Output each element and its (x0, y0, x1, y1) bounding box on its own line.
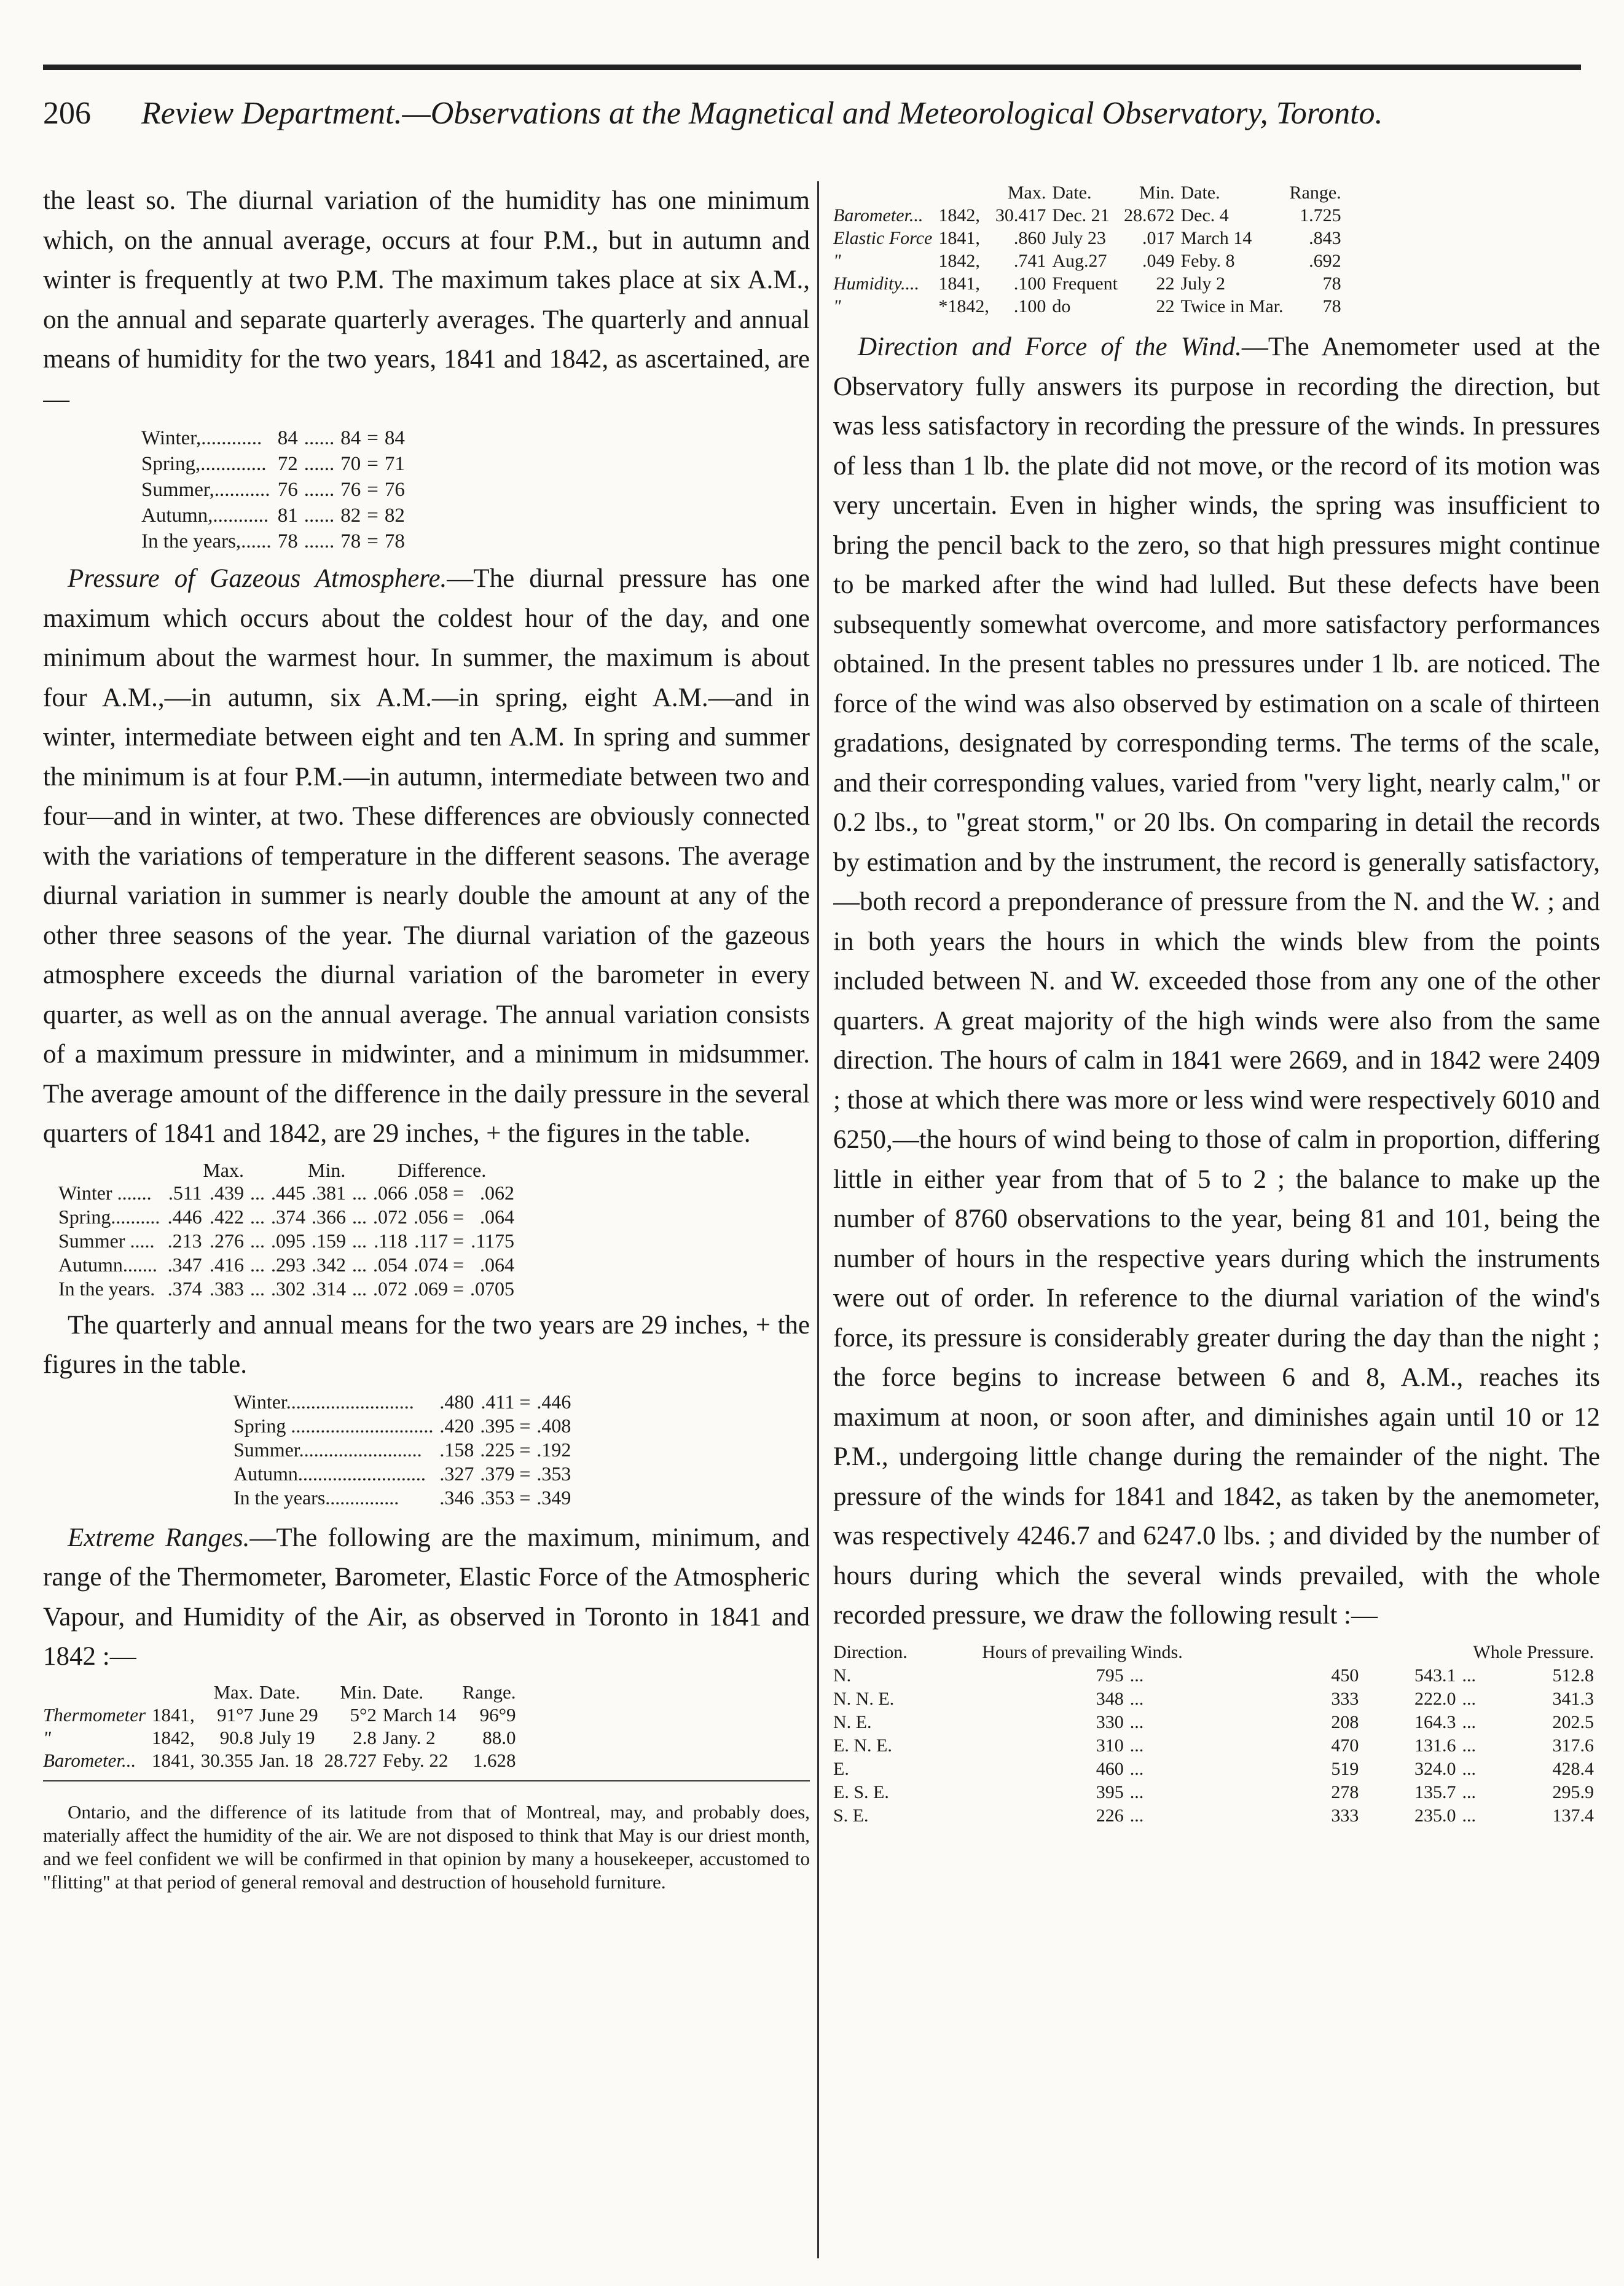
leader: ... (250, 1181, 265, 1204)
instrument-label: Barometer... (833, 205, 924, 226)
difference-mean: .062 (480, 1181, 515, 1204)
footnote: Ontario, and the difference of its latitude from that of Montreal, may, and probably does, materially affect the humidity of the air. We are not disposed to think that May is our driest month, and we feel confident we will be confirmed in that opinion by many a housekeeper, accustomed to "flitting" at that period of general removal and destruction of household furniture. (43, 1801, 810, 1893)
leader: ... (1129, 1665, 1144, 1686)
min-1841: .095 (271, 1229, 305, 1252)
range-row (833, 272, 1347, 295)
min-date: Feby. 22 (382, 1749, 449, 1771)
leader: ... (352, 1181, 367, 1204)
max-value: .100 (1013, 273, 1046, 294)
range-row (43, 1703, 522, 1726)
leader: ... (1129, 1711, 1144, 1732)
leader: ... (1462, 1665, 1476, 1686)
difference-mean: .064 (480, 1205, 515, 1228)
range-value: 1.628 (473, 1749, 516, 1771)
diff-row (58, 1205, 520, 1229)
ranges-right-header-date1: Date. (1052, 183, 1092, 203)
value-1842: .395 = (480, 1414, 531, 1437)
leader: ... (1129, 1805, 1144, 1826)
max-value: 90.8 (219, 1726, 254, 1748)
leader: ... (1129, 1735, 1144, 1756)
ranges-header-range: Range. (462, 1681, 516, 1703)
difference-mean: .064 (480, 1253, 515, 1276)
min-value: .049 (1142, 251, 1175, 271)
pressure-1842: 512.8 (1552, 1665, 1594, 1686)
min-1841: .445 (271, 1181, 305, 1204)
instrument-label: Barometer... (43, 1749, 136, 1771)
season-label: Autumn....... (58, 1253, 157, 1276)
season-label: Summer......................... (233, 1438, 422, 1461)
ranges-right-header-date2: Date. (1180, 183, 1220, 203)
leader: ... (1462, 1688, 1476, 1709)
year: 1842, (938, 205, 980, 226)
year: 1841, (152, 1703, 195, 1726)
leader: ... (250, 1229, 265, 1252)
value-1841: 76 (277, 479, 298, 501)
wind-row (833, 1758, 1600, 1781)
difference-1842: .058 = (414, 1181, 465, 1204)
pressure-1841: 164.3 (1414, 1711, 1456, 1732)
value-1841: .158 (439, 1438, 474, 1461)
pressure-1841: 135.7 (1414, 1781, 1456, 1802)
ranges-header-min: Min. (340, 1681, 377, 1703)
top-rule (43, 65, 1581, 70)
range-value: 1.725 (1300, 205, 1341, 226)
min-1842: .159 (312, 1229, 346, 1252)
pressure-heading: Pressure of Gazeous Atmosphere. (68, 564, 447, 593)
max-date: June 29 (259, 1703, 318, 1726)
leader: ...... (304, 530, 335, 552)
max-1841: .446 (167, 1205, 202, 1228)
value-1841: 81 (277, 505, 298, 527)
value-1842: .411 = (481, 1390, 531, 1413)
pressure-1842: 317.6 (1552, 1735, 1594, 1756)
diff-header-max: Max. (203, 1158, 244, 1181)
footnote-rule (43, 1780, 810, 1781)
range-value: 78 (1322, 273, 1341, 294)
column-divider (817, 181, 819, 2258)
pressure-means-paragraph: The quarterly and annual means for the two years are 29 inches, + the figures in the table. (43, 1310, 810, 1379)
value-mean: .446 (536, 1390, 571, 1413)
equals-sign: = (367, 479, 379, 501)
range-row (43, 1726, 522, 1749)
pressure-1842: 341.3 (1552, 1688, 1594, 1709)
value-1842: 70 (340, 453, 361, 475)
leader: ... (1462, 1781, 1476, 1802)
hours-1842: 333 (1331, 1688, 1359, 1709)
min-date: Dec. 4 (1180, 205, 1229, 226)
hours-1841: 460 (1096, 1758, 1124, 1779)
pressure-means-row (233, 1390, 577, 1414)
year: 1841, (938, 228, 980, 248)
min-date: March 14 (382, 1703, 457, 1726)
pressure-means-table (233, 1390, 577, 1510)
diff-row (58, 1277, 520, 1301)
value-1841: 72 (277, 453, 298, 475)
value-mean: 78 (384, 530, 405, 552)
humidity-means-table (141, 425, 411, 554)
instrument-label: " (833, 251, 841, 271)
value-1842: .353 = (480, 1486, 531, 1509)
year: 1841, (938, 273, 980, 294)
value-mean: .192 (536, 1438, 571, 1461)
season-label: Autumn,........... (141, 505, 269, 527)
season-label: Spring,............. (141, 453, 267, 475)
instrument-label: Elastic Force (833, 228, 933, 248)
value-mean: 82 (384, 505, 405, 527)
wind-header-pressure: Whole Pressure. (1473, 1641, 1594, 1662)
difference-mean: .1175 (471, 1229, 515, 1252)
leader: ... (250, 1205, 265, 1228)
value-mean: 76 (384, 479, 405, 501)
difference-1841: .072 (373, 1205, 407, 1228)
diff-row (58, 1181, 520, 1205)
wind-direction: N. (833, 1665, 852, 1686)
max-1842: .416 (210, 1253, 244, 1276)
leader: ... (1129, 1758, 1144, 1779)
value-1842: .379 = (480, 1462, 531, 1485)
difference-1841: .066 (373, 1181, 407, 1204)
hours-1842: 208 (1331, 1711, 1359, 1732)
equals-sign: = (367, 453, 379, 475)
extreme-ranges-table (43, 1681, 522, 1772)
range-row (833, 204, 1347, 227)
difference-1842: .069 = (414, 1277, 465, 1300)
season-label: In the years............... (233, 1486, 399, 1509)
max-1841: .347 (167, 1253, 202, 1276)
wind-header-hours: Hours of prevailing Winds. (982, 1641, 1183, 1662)
max-date: Dec. 21 (1052, 205, 1110, 226)
wind-direction: S. E. (833, 1805, 869, 1826)
difference-1842: .056 = (414, 1205, 465, 1228)
leader: ... (250, 1253, 265, 1276)
leader: ... (1462, 1758, 1476, 1779)
difference-1842: .117 = (414, 1229, 465, 1252)
range-value: 96°9 (479, 1703, 516, 1726)
equals-sign: = (367, 530, 379, 552)
value-mean: .349 (536, 1486, 571, 1509)
leader: ...... (304, 453, 335, 475)
value-1841: .346 (439, 1486, 474, 1509)
wind-row (833, 1664, 1600, 1687)
ranges-right-header-max: Max. (1007, 183, 1046, 203)
pressure-1841: 324.0 (1414, 1758, 1456, 1779)
season-label: Spring ............................. (233, 1414, 434, 1437)
min-date: March 14 (1180, 228, 1252, 248)
hours-1841: 330 (1096, 1711, 1124, 1732)
leader: ... (250, 1277, 265, 1300)
diff-row (58, 1229, 520, 1253)
year: 1842, (938, 251, 980, 271)
value-1841: 84 (277, 427, 298, 449)
season-label: In the years. (58, 1277, 155, 1300)
max-date: Jan. 18 (259, 1749, 313, 1771)
max-1841: .374 (167, 1277, 202, 1300)
min-date: Feby. 8 (1180, 251, 1235, 271)
hours-1841: 795 (1096, 1665, 1124, 1686)
pressure-difference-table (58, 1159, 520, 1301)
value-1841: .480 (439, 1390, 474, 1413)
pressure-means-row (233, 1486, 577, 1510)
leader: ... (352, 1205, 367, 1228)
ranges-right-header-min: Min. (1139, 183, 1175, 203)
min-1842: .381 (312, 1181, 346, 1204)
value-1842: 76 (340, 479, 361, 501)
min-1841: .374 (271, 1205, 305, 1228)
range-value: 78 (1322, 296, 1341, 316)
ranges-paragraph (43, 1518, 810, 1677)
wind-direction: N. E. (833, 1711, 872, 1732)
leader: ... (352, 1253, 367, 1276)
year: *1842, (938, 296, 989, 316)
humidity-row (141, 503, 411, 528)
page-number: 206 (43, 96, 91, 131)
pressure-1841: 543.1 (1414, 1665, 1456, 1686)
max-date: Frequent (1052, 273, 1118, 294)
season-label: In the years,...... (141, 530, 272, 552)
max-1842: .383 (210, 1277, 244, 1300)
wind-header-direction: Direction. (833, 1641, 908, 1662)
pressure-1841: 222.0 (1414, 1688, 1456, 1709)
range-row (43, 1749, 522, 1772)
hours-1841: 310 (1096, 1735, 1124, 1756)
equals-sign: = (367, 427, 379, 449)
value-mean: 71 (384, 453, 405, 475)
season-label: Winter,............ (141, 427, 262, 449)
value-mean: .353 (536, 1462, 571, 1485)
pressure-means-row (233, 1414, 577, 1438)
leader: ... (1129, 1688, 1144, 1709)
min-1842: .366 (312, 1205, 346, 1228)
hours-1841: 395 (1096, 1781, 1124, 1802)
leader: ... (1462, 1711, 1476, 1732)
max-value: 30.355 (200, 1749, 254, 1771)
year: 1841, (152, 1749, 195, 1771)
season-label: Winter.......................... (233, 1390, 414, 1413)
difference-1841: .054 (373, 1253, 407, 1276)
min-value: 22 (1156, 273, 1175, 294)
hours-1842: 470 (1331, 1735, 1359, 1756)
min-value: 28.727 (324, 1749, 377, 1771)
max-date: Aug.27 (1052, 251, 1107, 271)
wind-row (833, 1734, 1600, 1758)
max-value: .741 (1013, 251, 1046, 271)
value-1841: .327 (439, 1462, 474, 1485)
leader: ...... (304, 505, 335, 527)
value-1842: 82 (340, 505, 361, 527)
ranges-text: —The following are the maximum, minimum, and range of the Thermometer, Barometer, Elastic Force of the Atmospheric Vapour, and Humidity of the Air, as observed in Toronto in 1841 and 1842 :— (43, 1523, 810, 1671)
min-value: .017 (1142, 228, 1175, 248)
instrument-label: Thermometer (43, 1703, 146, 1726)
season-label: Spring.......... (58, 1205, 160, 1228)
wind-row (833, 1711, 1600, 1734)
season-label: Winter ....... (58, 1181, 152, 1204)
wind-text: —The Anemometer used at the Observatory fully answers its purpose in recording the direction, but was less satisfactory in recording the pressure of the winds. In pressures of less than 1 lb. the plate did not move, or the record of its motion was very uncertain. Even in higher winds, the spring was insufficient to bring the pencil back to the zero, so that high pressures might continue to be marked after the wind had lulled. But these defects have been subsequently somewhat overcome, and more satisfactory performances obtained. In the present tables no pressures under 1 lb. are noticed. The force of the wind was also observed by estimation on a scale of thirteen gradations, designated by corresponding terms. The terms of the scale, and their corresponding values, varied from "very light, nearly calm," or 0.2 lbs., to "great storm," or 20 lbs. On comparing in detail the records by estimation and by the instrument, the record is generally satisfactory,—both record a preponderance of pressure from the N. and the W. ; and in both years the hours in which the winds blew from the points included between N. and W. exceeded those from any one of the other quarters. A great majority of the high winds were also from the same direction. The hours of calm in 1841 were 2669, and in 1842 were 2409 ; those at which there was more or less wind were respectively 6010 and 6250,—the hours of wind being to those of calm in proportion, differing little in either year from that of 5 to 2 ; the balance to make up the number of 8760 observations to the year, being 81 and 101, being the number of hours in the respective years during which the instruments were out of order. In reference to the diurnal variation of the wind's force, its pressure is considerably greater during the day than the night ; the force begins to increase between 6 and 8, A.M., reaches its maximum at noon, or soon after, and diminishes again until 10 or 12 P.M., undergoing little change during the remainder of the night. The pressure of the winds for 1841 and 1842, as taken by the anemometer, was respectively 4246.7 and 6247.0 lbs. ; and divided by the number of hours during which the several winds prevailed, with the whole recorded pressure, we draw the following result :— (833, 332, 1600, 1630)
pressure-1841: 235.0 (1414, 1805, 1456, 1826)
leader: ...... (304, 479, 335, 501)
right-column (833, 181, 1600, 2268)
pressure-1841: 131.6 (1414, 1735, 1456, 1756)
pressure-1842: 202.5 (1552, 1711, 1594, 1732)
max-1841: .511 (168, 1181, 202, 1204)
season-label: Summer ..... (58, 1229, 155, 1252)
ranges-right-header-range: Range. (1289, 183, 1341, 203)
leader: ... (352, 1277, 367, 1300)
hours-1842: 519 (1331, 1758, 1359, 1779)
page-header (43, 92, 1581, 135)
difference-mean: .0705 (470, 1277, 515, 1300)
pressure-paragraph (43, 559, 810, 1154)
leader: ... (1462, 1735, 1476, 1756)
max-value: 91°7 (217, 1703, 254, 1726)
hours-1842: 450 (1331, 1665, 1359, 1686)
diff-header-difference: Difference. (398, 1158, 487, 1181)
left-column (43, 181, 810, 2268)
difference-1842: .074 = (414, 1253, 465, 1276)
hours-1842: 278 (1331, 1781, 1359, 1802)
wind-row (833, 1804, 1600, 1828)
max-date: do (1052, 296, 1071, 316)
max-1842: .276 (210, 1229, 244, 1252)
min-date: Jany. 2 (382, 1726, 436, 1748)
humidity-row (141, 425, 411, 451)
leader: ... (352, 1229, 367, 1252)
season-label: Autumn.......................... (233, 1462, 426, 1485)
value-mean: .408 (536, 1414, 571, 1437)
pressure-text: —The diurnal pressure has one maximum which occurs about the coldest hour of the day, and one minimum about the warmest hour. In summer, the maximum is about four A.M.,—in autumn, six A.M.—in spring, eight A.M.—and in winter, intermediate between eight and ten A.M. In spring and summer the minimum is at four P.M.—in autumn, intermediate between two and four—and in winter, at two. These differences are obviously connected with the variations of temperature in the different seasons. The average diurnal variation in summer is nearly double the amount at any of the other three seasons of the year. The diurnal variation of the gazeous atmosphere exceeds the diurnal variation of the barometer in every quarter, as well as on the annual average. The annual variation consists of a maximum pressure in midwinter, and a minimum in midsummer. The average amount of the difference in the daily pressure in the several quarters of 1841 and 1842, are 29 inches, + the figures in the table. (43, 564, 810, 1148)
max-1842: .422 (210, 1205, 244, 1228)
range-row (833, 227, 1347, 249)
diff-row (58, 1253, 520, 1277)
hours-1842: 333 (1331, 1805, 1359, 1826)
range-value: .843 (1309, 228, 1341, 248)
wind-row (833, 1781, 1600, 1804)
range-value: 88.0 (482, 1726, 516, 1748)
min-date: July 2 (1180, 273, 1225, 294)
max-1842: .439 (210, 1181, 244, 1204)
diff-header-min: Min. (308, 1158, 346, 1181)
value-mean: 84 (384, 427, 405, 449)
humidity-paragraph: the least so. The diurnal variation of the humidity has one minimum which, on the annual average, occurs at four P.M., but in autumn and winter is frequently at two P.M. The maximum takes place at six A.M., on the annual and separate quarterly averages. The quarterly and annual means of humidity for the two years, 1841 and 1842, as ascertained, are— (43, 186, 810, 414)
pressure-1842: 137.4 (1552, 1805, 1594, 1826)
ranges-heading: Extreme Ranges. (68, 1523, 250, 1552)
instrument-label: " (833, 296, 841, 316)
value-1842: 84 (340, 427, 361, 449)
range-row (833, 249, 1347, 272)
min-value: 2.8 (353, 1726, 377, 1748)
max-value: .860 (1013, 228, 1046, 248)
leader: ... (1129, 1781, 1144, 1802)
humidity-row (141, 477, 411, 503)
hours-1841: 348 (1096, 1688, 1124, 1709)
ranges-header-date2: Date. (382, 1681, 424, 1703)
pressure-1842: 428.4 (1552, 1758, 1594, 1779)
difference-1841: .072 (373, 1277, 407, 1300)
extreme-ranges-continued-table (833, 181, 1347, 318)
min-1842: .314 (312, 1277, 346, 1300)
max-date: July 23 (1052, 228, 1106, 248)
max-value: .100 (1013, 296, 1046, 316)
max-1841: .213 (167, 1229, 202, 1252)
ranges-header-max: Max. (213, 1681, 254, 1703)
value-1841: .420 (439, 1414, 474, 1437)
value-1842: 78 (340, 530, 361, 552)
hours-1841: 226 (1096, 1805, 1124, 1826)
season-label: Summer,........... (141, 479, 270, 501)
pressure-1842: 295.9 (1552, 1781, 1594, 1802)
range-value: .692 (1309, 251, 1341, 271)
equals-sign: = (367, 505, 379, 527)
running-title: Review Department.—Observations at the Magnetical and Meteorological Observatory, Toronto. (141, 96, 1383, 131)
wind-direction: E. N. E. (833, 1735, 892, 1756)
wind-direction: E. (833, 1758, 849, 1779)
max-value: 30.417 (995, 205, 1046, 226)
wind-direction: E. S. E. (833, 1781, 889, 1802)
min-1842: .342 (312, 1253, 346, 1276)
pressure-means-row (233, 1438, 577, 1462)
leader: ...... (304, 427, 335, 449)
value-1841: 78 (277, 530, 298, 552)
value-1842: .225 = (480, 1438, 531, 1461)
leader: ... (1462, 1805, 1476, 1826)
max-date: July 19 (259, 1726, 315, 1748)
min-1841: .293 (271, 1253, 305, 1276)
year: 1842, (152, 1726, 195, 1748)
min-value: 22 (1156, 296, 1175, 316)
pressure-means-row (233, 1462, 577, 1486)
min-1841: .302 (271, 1277, 305, 1300)
min-value: 28.672 (1123, 205, 1175, 226)
range-row (833, 295, 1347, 318)
wind-paragraph (833, 328, 1600, 1636)
wind-table (833, 1641, 1600, 1828)
humidity-row (141, 528, 411, 554)
instrument-label: Humidity.... (833, 273, 919, 294)
wind-heading: Direction and Force of the Wind. (858, 332, 1242, 361)
difference-1841: .118 (374, 1229, 407, 1252)
min-value: 5°2 (350, 1703, 377, 1726)
wind-direction: N. N. E. (833, 1688, 895, 1709)
min-date: Twice in Mar. (1180, 296, 1284, 316)
humidity-row (141, 451, 411, 477)
wind-row (833, 1687, 1600, 1711)
instrument-label: " (43, 1726, 52, 1748)
ranges-header-date1: Date. (259, 1681, 300, 1703)
